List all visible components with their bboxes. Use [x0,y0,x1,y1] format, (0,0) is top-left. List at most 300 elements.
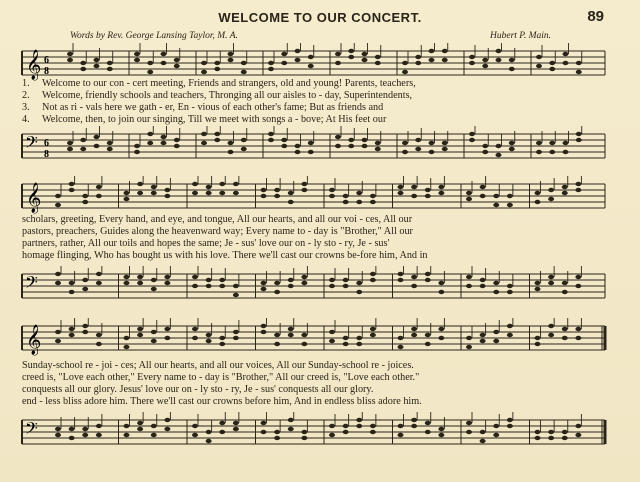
note-head [482,58,488,62]
note-head [562,336,568,340]
note-head [480,333,486,337]
note-head [356,336,362,340]
note-head [288,191,294,195]
note-head [402,61,408,65]
note-head [575,284,581,288]
note-head [398,278,404,282]
note-head [575,327,581,331]
verse-1-line-1: 1. Welcome to our con - cert meeting, Friends and strangers, old and young! Parents, teachers, [22,78,416,89]
note-head [343,194,349,198]
time-signature-top: 6 [44,55,49,66]
note-head [151,278,157,282]
note-head [442,147,448,151]
note-head [548,436,554,440]
system-3-treble-notes [55,318,581,350]
note-head [69,290,75,294]
note-head [274,436,280,440]
note-head [268,61,274,65]
note-head [228,141,234,145]
note-head [496,58,502,62]
note-head [535,281,541,285]
note-head [562,191,568,195]
note-head [425,421,431,425]
note-head [274,188,280,192]
note-head [480,439,486,443]
note-head [124,345,130,349]
note-head [147,141,153,145]
note-head [228,58,234,62]
note-head [96,333,102,337]
note-head [535,287,541,291]
note-head [466,430,472,434]
note-head [415,147,421,151]
note-head [493,330,499,334]
note-head [507,290,513,294]
note-head [370,194,376,198]
note-head [329,278,335,282]
treble-clef-icon: 𝄞 [26,183,42,212]
note-head [362,144,368,148]
note-head [429,150,435,154]
note-head [480,194,486,198]
note-head [466,336,472,340]
note-head [107,141,113,145]
note-head [233,336,239,340]
time-signature-top: 6 [44,138,49,149]
note-head [241,147,247,151]
note-head [466,345,472,349]
note-head [398,424,404,428]
bass-clef-icon: 𝄢 [25,420,38,442]
note-head [261,330,267,334]
system-2-bass-notes [55,266,581,298]
note-head [509,58,515,62]
note-head [67,52,73,56]
note-head [274,194,280,198]
note-head [343,424,349,428]
note-head [496,153,502,157]
note-head [55,427,61,431]
note-head [411,333,417,337]
note-head [493,424,499,428]
note-head [356,424,362,428]
note-head [509,147,515,151]
note-head [482,64,488,68]
note-head [161,52,167,56]
note-head [507,424,513,428]
note-head [295,150,301,154]
note-head [438,290,444,294]
note-head [398,191,404,195]
note-head [137,421,143,425]
note-head [69,427,75,431]
note-head [343,284,349,288]
note-head [535,436,541,440]
system-1-treble-notes [67,43,582,75]
note-head [548,324,554,328]
note-head [466,275,472,279]
note-head [370,278,376,282]
note-head [575,433,581,437]
note-head [206,333,212,337]
note-head [493,339,499,343]
note-head [201,141,207,145]
note-head [576,61,582,65]
note-head [82,330,88,334]
note-head [469,61,475,65]
note-head [438,433,444,437]
note-head [469,132,475,136]
note-head [575,424,581,428]
note-head [295,49,301,53]
note-head [137,191,143,195]
note-head [301,430,307,434]
note-head [55,281,61,285]
note-head [151,433,157,437]
note-head [281,61,287,65]
verse-4-line-2: homage flinging, Who has bought us with his love. There we'll cast our crowns be-fore him, And in [22,250,428,261]
note-head [343,342,349,346]
system-3-bass-notes [55,412,581,444]
note-head [233,427,239,431]
note-head [228,150,234,154]
note-head [96,433,102,437]
verse-1-line-3: Sunday-school re - joi - ces; All our hearts, and all our voices, All our Sunday-school re - joices. [22,360,414,371]
page-number: 89 [587,8,604,25]
note-head [288,327,294,331]
note-head [429,58,435,62]
note-head [301,275,307,279]
note-head [164,188,170,192]
note-head [329,284,335,288]
treble-clef-icon: 𝄞 [26,325,42,354]
note-head [442,58,448,62]
note-head [206,185,212,189]
note-head [134,58,140,62]
note-head [509,141,515,145]
verse-2-line-1: 2. Welcome, friendly schools and teachers, Thronging all our aisles to - day, Superintendents, [22,90,413,101]
note-head [362,58,368,62]
note-head [233,182,239,186]
note-head [563,52,569,56]
note-head [415,138,421,142]
note-head [274,342,280,346]
note-head [493,281,499,285]
note-head [480,339,486,343]
treble-clef-icon: 𝄞 [26,50,42,79]
verse-3-line-1: 3. Not as ri - vals here we gath - er, En - vious of each other's fame; But as friends and [22,102,384,113]
note-head [575,336,581,340]
system-1-bass-staff [0,126,640,166]
note-head [228,52,234,56]
note-head [549,67,555,71]
note-head [164,427,170,431]
note-head [575,188,581,192]
note-head [335,61,341,65]
note-head [55,433,61,437]
note-head [201,132,207,136]
note-head [329,339,335,343]
note-head [288,284,294,288]
note-head [124,281,130,285]
note-head [206,278,212,282]
note-head [164,418,170,422]
note-head [563,61,569,65]
note-head [402,141,408,145]
note-head [268,138,274,142]
note-head [536,141,542,145]
note-head [480,284,486,288]
note-head [535,342,541,346]
note-head [375,55,381,59]
note-head [219,191,225,195]
note-head [147,70,153,74]
note-head [233,330,239,334]
note-head [192,327,198,331]
note-head [562,436,568,440]
note-head [137,281,143,285]
note-head [206,191,212,195]
note-head [411,284,417,288]
note-head [438,281,444,285]
note-head [80,138,86,142]
verse-3-line-2: partners, rather, All our toils and hopes the same; Je - sus' love our on - ly sto - ry, Je - sus' [22,238,390,249]
note-head [356,290,362,294]
note-head [466,421,472,425]
note-head [124,424,130,428]
note-head [107,147,113,151]
note-head [206,284,212,288]
note-head [151,339,157,343]
note-head [348,55,354,59]
note-head [147,61,153,65]
note-head [398,272,404,276]
note-head [308,150,314,154]
note-head [562,185,568,189]
note-head [425,272,431,276]
note-head [288,427,294,431]
note-head [482,150,488,154]
note-head [496,144,502,148]
note-head [398,185,404,189]
note-head [375,141,381,145]
note-head [411,194,417,198]
note-head [308,64,314,68]
note-head [214,67,220,71]
note-head [214,61,220,65]
note-head [425,194,431,198]
system-1-bass-notes [67,126,582,158]
note-head [356,191,362,195]
note-head [67,147,73,151]
note-head [425,188,431,192]
note-head [124,197,130,201]
note-head [356,281,362,285]
note-head [233,293,239,297]
note-head [151,191,157,195]
note-head [370,430,376,434]
note-head [261,430,267,434]
note-head [192,284,198,288]
note-head [137,182,143,186]
note-head [233,191,239,195]
note-head [82,278,88,282]
note-head [536,55,542,59]
system-1-treble-staff [0,43,640,83]
note-head [124,336,130,340]
note-head [466,197,472,201]
note-head [308,141,314,145]
note-head [398,336,404,340]
note-head [174,64,180,68]
note-head [411,327,417,331]
note-head [241,61,247,65]
note-head [509,67,515,71]
note-head [411,185,417,189]
note-head [206,430,212,434]
note-head [274,430,280,434]
note-head [562,290,568,294]
note-head [134,144,140,148]
note-head [480,430,486,434]
note-head [562,430,568,434]
verse-2-line-3: creed is, "Love each other," Every name to - day is "Brother," All our creed is, "Love each other." [22,372,420,383]
note-head [362,52,368,56]
note-head [274,281,280,285]
note-head [164,281,170,285]
note-head [69,182,75,186]
note-head [575,182,581,186]
note-head [362,138,368,142]
note-head [69,327,75,331]
note-head [576,70,582,74]
note-head [82,324,88,328]
note-head [69,188,75,192]
note-head [164,194,170,198]
note-head [206,439,212,443]
note-head [137,327,143,331]
system-2-bass-staff [0,266,640,306]
note-head [370,200,376,204]
note-head [164,336,170,340]
note-head [438,427,444,431]
note-head [219,182,225,186]
note-head [329,424,335,428]
note-head [82,427,88,431]
note-head [82,287,88,291]
note-head [442,49,448,53]
note-head [55,330,61,334]
note-head [480,185,486,189]
note-head [301,342,307,346]
note-head [55,339,61,343]
note-head [288,333,294,337]
note-head [80,61,86,65]
note-head [493,203,499,207]
system-2-treble-notes [55,176,581,208]
note-head [161,135,167,139]
note-head [261,421,267,425]
note-head [151,424,157,428]
verse-4-line-1: 4. Welcome, then, to join our singing, Till we meet with songs a - bove; At His feet our [22,114,387,125]
note-head [147,132,153,136]
note-head [219,284,225,288]
system-2-treble-staff [0,176,640,216]
time-signature-bottom: 8 [44,66,49,77]
note-head [295,58,301,62]
note-head [281,144,287,148]
note-head [94,58,100,62]
note-head [507,194,513,198]
note-head [402,150,408,154]
note-head [82,200,88,204]
note-head [55,203,61,207]
note-head [67,141,73,145]
note-head [549,150,555,154]
note-head [548,197,554,201]
note-head [308,55,314,59]
note-head [268,67,274,71]
note-head [466,191,472,195]
note-head [301,182,307,186]
note-head [107,61,113,65]
note-head [201,61,207,65]
note-head [301,281,307,285]
note-head [281,138,287,142]
note-head [107,67,113,71]
note-head [535,191,541,195]
verse-4-line-3: end - less bliss adore him. There we'll cast our crowns before him, And in endless bliss adore him. [22,396,422,407]
note-head [343,200,349,204]
note-head [151,287,157,291]
note-head [82,194,88,198]
note-head [295,144,301,148]
note-head [261,287,267,291]
note-head [398,345,404,349]
note-head [151,330,157,334]
note-head [281,52,287,56]
note-head [548,430,554,434]
note-head [96,342,102,346]
note-head [348,49,354,53]
note-head [343,430,349,434]
note-head [96,424,102,428]
note-head [124,275,130,279]
music-credit: Hubert P. Main. [490,31,552,41]
note-head [507,418,513,422]
note-head [411,418,417,422]
note-head [496,49,502,53]
note-head [124,191,130,195]
bass-clef-icon: 𝄢 [25,274,38,296]
note-head [301,188,307,192]
note-head [370,272,376,276]
note-head [233,284,239,288]
verse-2-line-2: pastors, preachers, Guides along the heavenward way; Every name to - day is "Brother," All our [22,226,413,237]
note-head [69,436,75,440]
note-head [288,278,294,282]
note-head [507,203,513,207]
note-head [507,324,513,328]
note-head [575,275,581,279]
note-head [274,333,280,337]
note-head [301,333,307,337]
note-head [370,333,376,337]
note-head [548,281,554,285]
note-head [261,324,267,328]
note-head [335,144,341,148]
note-head [348,144,354,148]
